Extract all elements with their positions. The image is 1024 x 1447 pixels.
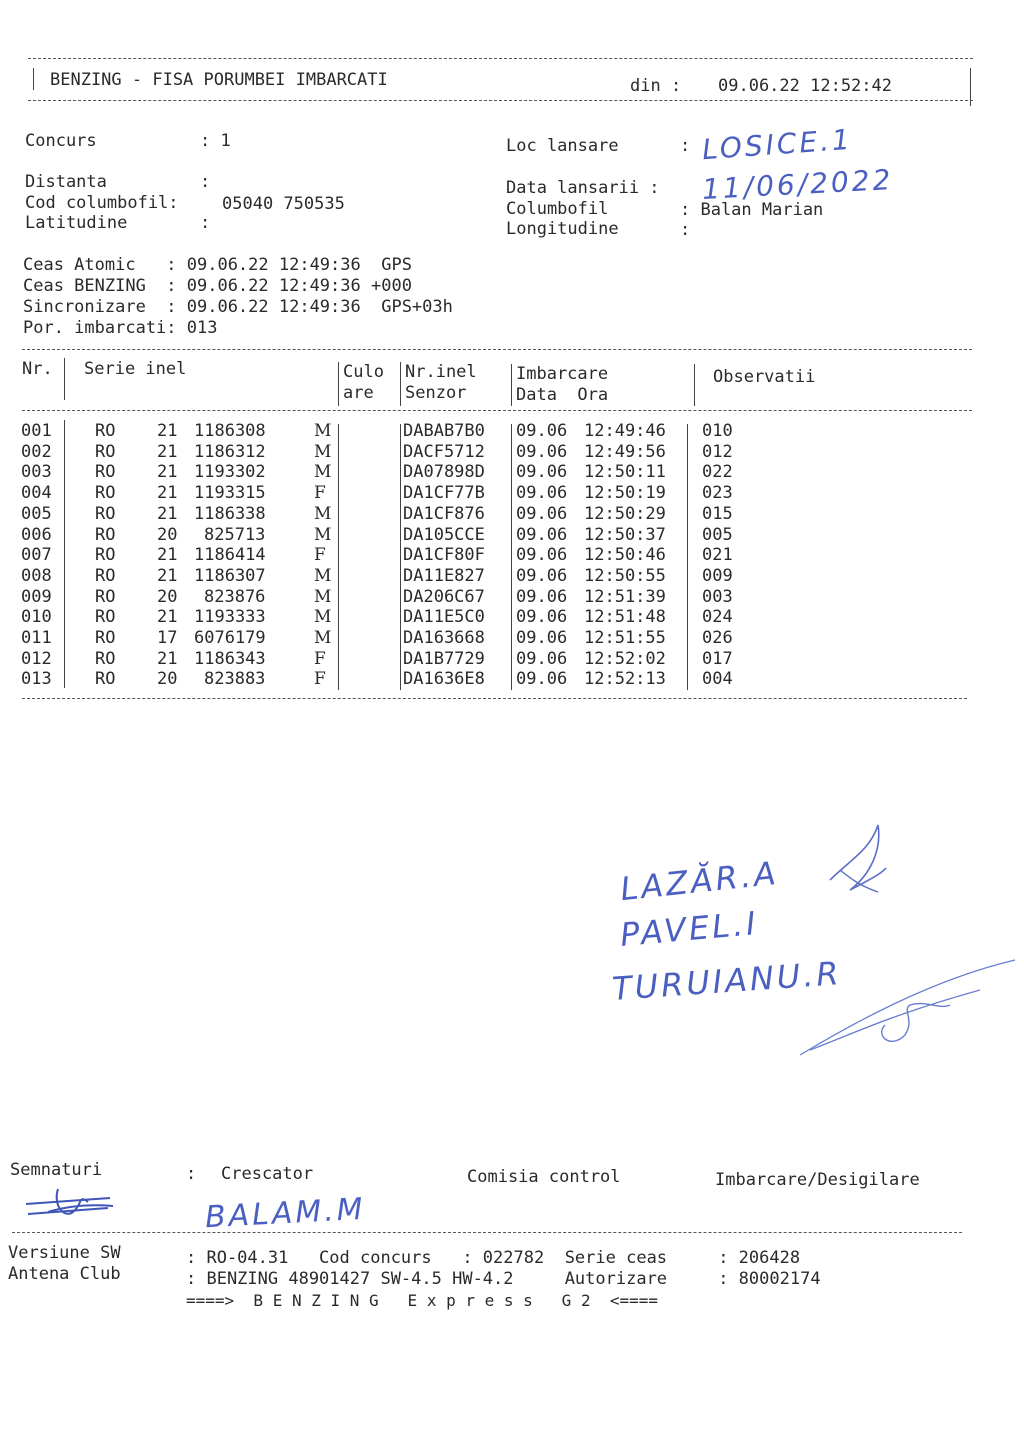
col-header-serie-inel: Serie inel bbox=[84, 359, 187, 379]
row-senzor: DA1636E8 bbox=[403, 669, 485, 690]
row-tara: RO bbox=[95, 483, 116, 504]
print-date-value: 09.06.22 12:52:42 bbox=[718, 76, 892, 96]
row-ring-number: 1193302 bbox=[194, 462, 266, 483]
row-an: 20 bbox=[157, 586, 178, 607]
row-an: 21 bbox=[157, 545, 178, 566]
row-tara: RO bbox=[95, 586, 116, 607]
row-ora: 12:50:37 bbox=[584, 524, 666, 545]
row-nr: 009 bbox=[21, 586, 52, 607]
row-nr: 002 bbox=[21, 441, 52, 462]
longitudine-label: Longitudine bbox=[506, 219, 619, 239]
row-sex: M bbox=[314, 628, 332, 648]
semnaturi-sep: : bbox=[186, 1164, 197, 1184]
row-ring-number: 1186312 bbox=[194, 441, 266, 462]
row-data: 09.06 bbox=[516, 669, 568, 690]
columbofil-value: : Balan Marian bbox=[680, 200, 824, 220]
row-senzor: DACF5712 bbox=[403, 441, 485, 462]
cod-columbofil-label: Cod columbofil: bbox=[25, 193, 179, 213]
table-row bbox=[0, 566, 1000, 587]
cod-columbofil-value: 05040 750535 bbox=[222, 194, 345, 214]
col-divider bbox=[400, 362, 401, 406]
table-row bbox=[0, 669, 1000, 690]
row-an: 17 bbox=[157, 628, 178, 648]
row-tara: RO bbox=[95, 503, 116, 524]
print-date-label: din : bbox=[630, 76, 682, 96]
row-data: 09.06 bbox=[516, 483, 568, 504]
row-data: 09.06 bbox=[516, 421, 568, 441]
commission-member-1-handwritten: LAZĂR.A bbox=[618, 853, 781, 909]
row-sex: F bbox=[314, 669, 326, 690]
document-title: BENZING - FISA PORUMBEI IMBARCATI bbox=[50, 70, 388, 90]
row-senzor: DA1CF876 bbox=[403, 503, 485, 524]
row-data: 09.06 bbox=[516, 648, 568, 669]
table-row bbox=[0, 483, 1000, 504]
footer-line-2: : BENZING 48901427 SW-4.5 HW-4.2 Autorizare : 80002174 bbox=[186, 1269, 821, 1289]
row-senzor: DABAB7B0 bbox=[403, 421, 485, 441]
porumbei-imbarcati-line: Por. imbarcati: 013 bbox=[23, 318, 218, 338]
table-row bbox=[0, 607, 1000, 628]
loc-lansare-sep: : bbox=[680, 136, 691, 156]
row-ora: 12:51:55 bbox=[584, 628, 666, 648]
row-sex: M bbox=[314, 524, 332, 545]
distanta-label: Distanta bbox=[25, 172, 107, 192]
antena-club-label: Antena Club bbox=[8, 1264, 121, 1284]
table-header-rule bbox=[22, 410, 972, 411]
row-sex: F bbox=[314, 483, 326, 504]
row-ring-number: 823883 bbox=[204, 669, 266, 690]
loc-lansare-handwritten: LOSICE.1 bbox=[701, 122, 854, 167]
row-tara: RO bbox=[95, 462, 116, 483]
row-observatii: 004 bbox=[702, 669, 733, 690]
row-nr: 005 bbox=[21, 503, 52, 524]
loc-lansare-label: Loc lansare bbox=[506, 136, 619, 156]
row-ora: 12:50:46 bbox=[584, 545, 666, 566]
row-observatii: 017 bbox=[702, 648, 733, 669]
row-senzor: DA1B7729 bbox=[403, 648, 485, 669]
header-bottom-rule bbox=[28, 100, 973, 101]
crescator-signature bbox=[18, 1184, 118, 1224]
row-sex: F bbox=[314, 648, 326, 669]
col-header-imbarcare-2: Data Ora bbox=[516, 385, 609, 405]
row-ora: 12:51:48 bbox=[584, 607, 666, 628]
row-data: 09.06 bbox=[516, 441, 568, 462]
col-header-culoare-1: Culo bbox=[343, 362, 384, 382]
table-top-rule bbox=[22, 349, 972, 350]
table-row bbox=[0, 649, 1000, 670]
col-header-nr-inel-2: Senzor bbox=[405, 383, 467, 403]
imbarcare-desigilare-label: Imbarcare/Desigilare bbox=[715, 1170, 920, 1190]
data-lansarii-handwritten: 11/06/2022 bbox=[701, 163, 895, 206]
row-observatii: 009 bbox=[702, 565, 733, 586]
commission-signatures bbox=[790, 820, 1024, 1070]
row-observatii: 026 bbox=[702, 628, 733, 648]
semnaturi-label: Semnaturi bbox=[10, 1160, 103, 1180]
columbofil-label: Columbofil bbox=[506, 199, 609, 219]
row-nr: 010 bbox=[21, 607, 52, 628]
row-ora: 12:50:19 bbox=[584, 483, 666, 504]
row-ora: 12:49:56 bbox=[584, 441, 666, 462]
ceas-atomic-line: Ceas Atomic : 09.06.22 12:49:36 GPS bbox=[23, 255, 412, 275]
header-top-rule bbox=[28, 58, 973, 59]
row-ora: 12:52:02 bbox=[584, 648, 666, 669]
longitudine-value: : bbox=[680, 220, 691, 240]
row-an: 21 bbox=[157, 441, 178, 462]
table-row bbox=[0, 628, 1000, 649]
col-header-culoare-2: are bbox=[343, 383, 374, 403]
row-sex: M bbox=[314, 565, 332, 586]
row-an: 21 bbox=[157, 607, 178, 628]
concurs-value: : 1 bbox=[200, 131, 231, 151]
row-nr: 007 bbox=[21, 545, 52, 566]
row-tara: RO bbox=[95, 607, 116, 628]
row-ring-number: 6076179 bbox=[194, 628, 266, 648]
row-ora: 12:52:13 bbox=[584, 669, 666, 690]
row-observatii: 023 bbox=[702, 483, 733, 504]
table-row bbox=[0, 525, 1000, 546]
row-senzor: DA1CF80F bbox=[403, 545, 485, 566]
crescator-name-handwritten: BALAM.M bbox=[204, 1191, 367, 1236]
row-nr: 013 bbox=[21, 669, 52, 690]
col-header-nr-inel-1: Nr.inel bbox=[405, 362, 477, 382]
col-divider bbox=[64, 358, 65, 400]
row-ring-number: 1186308 bbox=[194, 421, 266, 441]
row-an: 21 bbox=[157, 648, 178, 669]
row-sex: M bbox=[314, 586, 332, 607]
latitudine-label: Latitudine bbox=[25, 213, 128, 233]
row-observatii: 003 bbox=[702, 586, 733, 607]
row-ring-number: 1186414 bbox=[194, 545, 266, 566]
row-data: 09.06 bbox=[516, 503, 568, 524]
row-senzor: DA1CF77B bbox=[403, 483, 485, 504]
row-nr: 006 bbox=[21, 524, 52, 545]
row-ring-number: 1193315 bbox=[194, 483, 266, 504]
col-header-imbarcare-1: Imbarcare bbox=[516, 364, 609, 384]
row-data: 09.06 bbox=[516, 545, 568, 566]
row-nr: 011 bbox=[21, 628, 52, 648]
row-ring-number: 1193333 bbox=[194, 607, 266, 628]
row-tara: RO bbox=[95, 524, 116, 545]
crescator-label: Crescator bbox=[221, 1164, 314, 1184]
row-data: 09.06 bbox=[516, 462, 568, 483]
footer-line-1: : RO-04.31 Cod concurs : 022782 Serie ceas : 206428 bbox=[186, 1248, 801, 1268]
row-tara: RO bbox=[95, 565, 116, 586]
versiune-sw-label: Versiune SW bbox=[8, 1243, 121, 1263]
row-ora: 12:50:29 bbox=[584, 503, 666, 524]
row-data: 09.06 bbox=[516, 565, 568, 586]
row-senzor: DA163668 bbox=[403, 628, 485, 648]
comisia-control-label: Comisia control bbox=[467, 1167, 621, 1187]
table-bottom-rule bbox=[22, 698, 967, 699]
row-observatii: 015 bbox=[702, 503, 733, 524]
row-senzor: DA105CCE bbox=[403, 524, 485, 545]
table-row bbox=[0, 462, 1000, 483]
row-an: 20 bbox=[157, 669, 178, 690]
row-observatii: 012 bbox=[702, 441, 733, 462]
col-divider bbox=[511, 364, 512, 406]
row-an: 21 bbox=[157, 421, 178, 441]
row-an: 20 bbox=[157, 524, 178, 545]
row-tara: RO bbox=[95, 648, 116, 669]
row-nr: 004 bbox=[21, 483, 52, 504]
concurs-label: Concurs bbox=[25, 131, 97, 151]
table-row bbox=[0, 442, 1000, 463]
row-an: 21 bbox=[157, 462, 178, 483]
row-data: 09.06 bbox=[516, 586, 568, 607]
row-data: 09.06 bbox=[516, 524, 568, 545]
row-nr: 001 bbox=[21, 421, 52, 441]
header-left-bar bbox=[33, 68, 34, 90]
row-sex: M bbox=[314, 441, 332, 462]
col-divider bbox=[338, 362, 339, 406]
row-observatii: 022 bbox=[702, 462, 733, 483]
row-observatii: 010 bbox=[702, 421, 733, 441]
sincronizare-line: Sincronizare : 09.06.22 12:49:36 GPS+03h bbox=[23, 297, 453, 317]
row-nr: 008 bbox=[21, 565, 52, 586]
row-ora: 12:51:39 bbox=[584, 586, 666, 607]
row-senzor: DA11E827 bbox=[403, 565, 485, 586]
commission-member-3-handwritten: TURUIANU.R bbox=[610, 954, 843, 1008]
row-ring-number: 823876 bbox=[204, 586, 266, 607]
data-lansarii-label: Data lansarii : bbox=[506, 178, 660, 198]
row-observatii: 005 bbox=[702, 524, 733, 545]
table-row bbox=[0, 545, 1000, 566]
row-an: 21 bbox=[157, 483, 178, 504]
col-header-nr: Nr. bbox=[22, 359, 53, 379]
row-tara: RO bbox=[95, 669, 116, 690]
row-tara: RO bbox=[95, 545, 116, 566]
footer-rule bbox=[12, 1232, 962, 1233]
row-ora: 12:49:46 bbox=[584, 421, 666, 441]
row-senzor: DA07898D bbox=[403, 462, 485, 483]
row-tara: RO bbox=[95, 421, 116, 441]
row-ring-number: 825713 bbox=[204, 524, 266, 545]
row-nr: 012 bbox=[21, 648, 52, 669]
commission-member-2-handwritten: PAVEL.I bbox=[618, 904, 760, 954]
latitudine-value: : bbox=[200, 213, 211, 233]
table-row bbox=[0, 587, 1000, 608]
row-ora: 12:50:11 bbox=[584, 462, 666, 483]
row-sex: F bbox=[314, 545, 326, 566]
row-data: 09.06 bbox=[516, 628, 568, 648]
benzing-express-banner: ====> B E N Z I N G E x p r e s s G 2 <==== bbox=[186, 1291, 659, 1310]
row-tara: RO bbox=[95, 441, 116, 462]
table-row bbox=[0, 421, 1000, 442]
row-nr: 003 bbox=[21, 462, 52, 483]
col-header-observatii: Observatii bbox=[713, 367, 816, 387]
row-an: 21 bbox=[157, 565, 178, 586]
row-ora: 12:50:55 bbox=[584, 565, 666, 586]
row-senzor: DA11E5C0 bbox=[403, 607, 485, 628]
row-an: 21 bbox=[157, 503, 178, 524]
distanta-value: : bbox=[200, 172, 211, 192]
row-tara: RO bbox=[95, 628, 116, 648]
row-ring-number: 1186343 bbox=[194, 648, 266, 669]
row-ring-number: 1186338 bbox=[194, 503, 266, 524]
row-observatii: 021 bbox=[702, 545, 733, 566]
row-sex: M bbox=[314, 503, 332, 524]
row-sex: M bbox=[314, 421, 332, 441]
table-row bbox=[0, 504, 1000, 525]
ceas-benzing-line: Ceas BENZING : 09.06.22 12:49:36 +000 bbox=[23, 276, 412, 296]
row-sex: M bbox=[314, 607, 332, 628]
row-sex: M bbox=[314, 462, 332, 483]
row-observatii: 024 bbox=[702, 607, 733, 628]
row-data: 09.06 bbox=[516, 607, 568, 628]
col-divider bbox=[694, 364, 695, 406]
row-ring-number: 1186307 bbox=[194, 565, 266, 586]
row-senzor: DA206C67 bbox=[403, 586, 485, 607]
